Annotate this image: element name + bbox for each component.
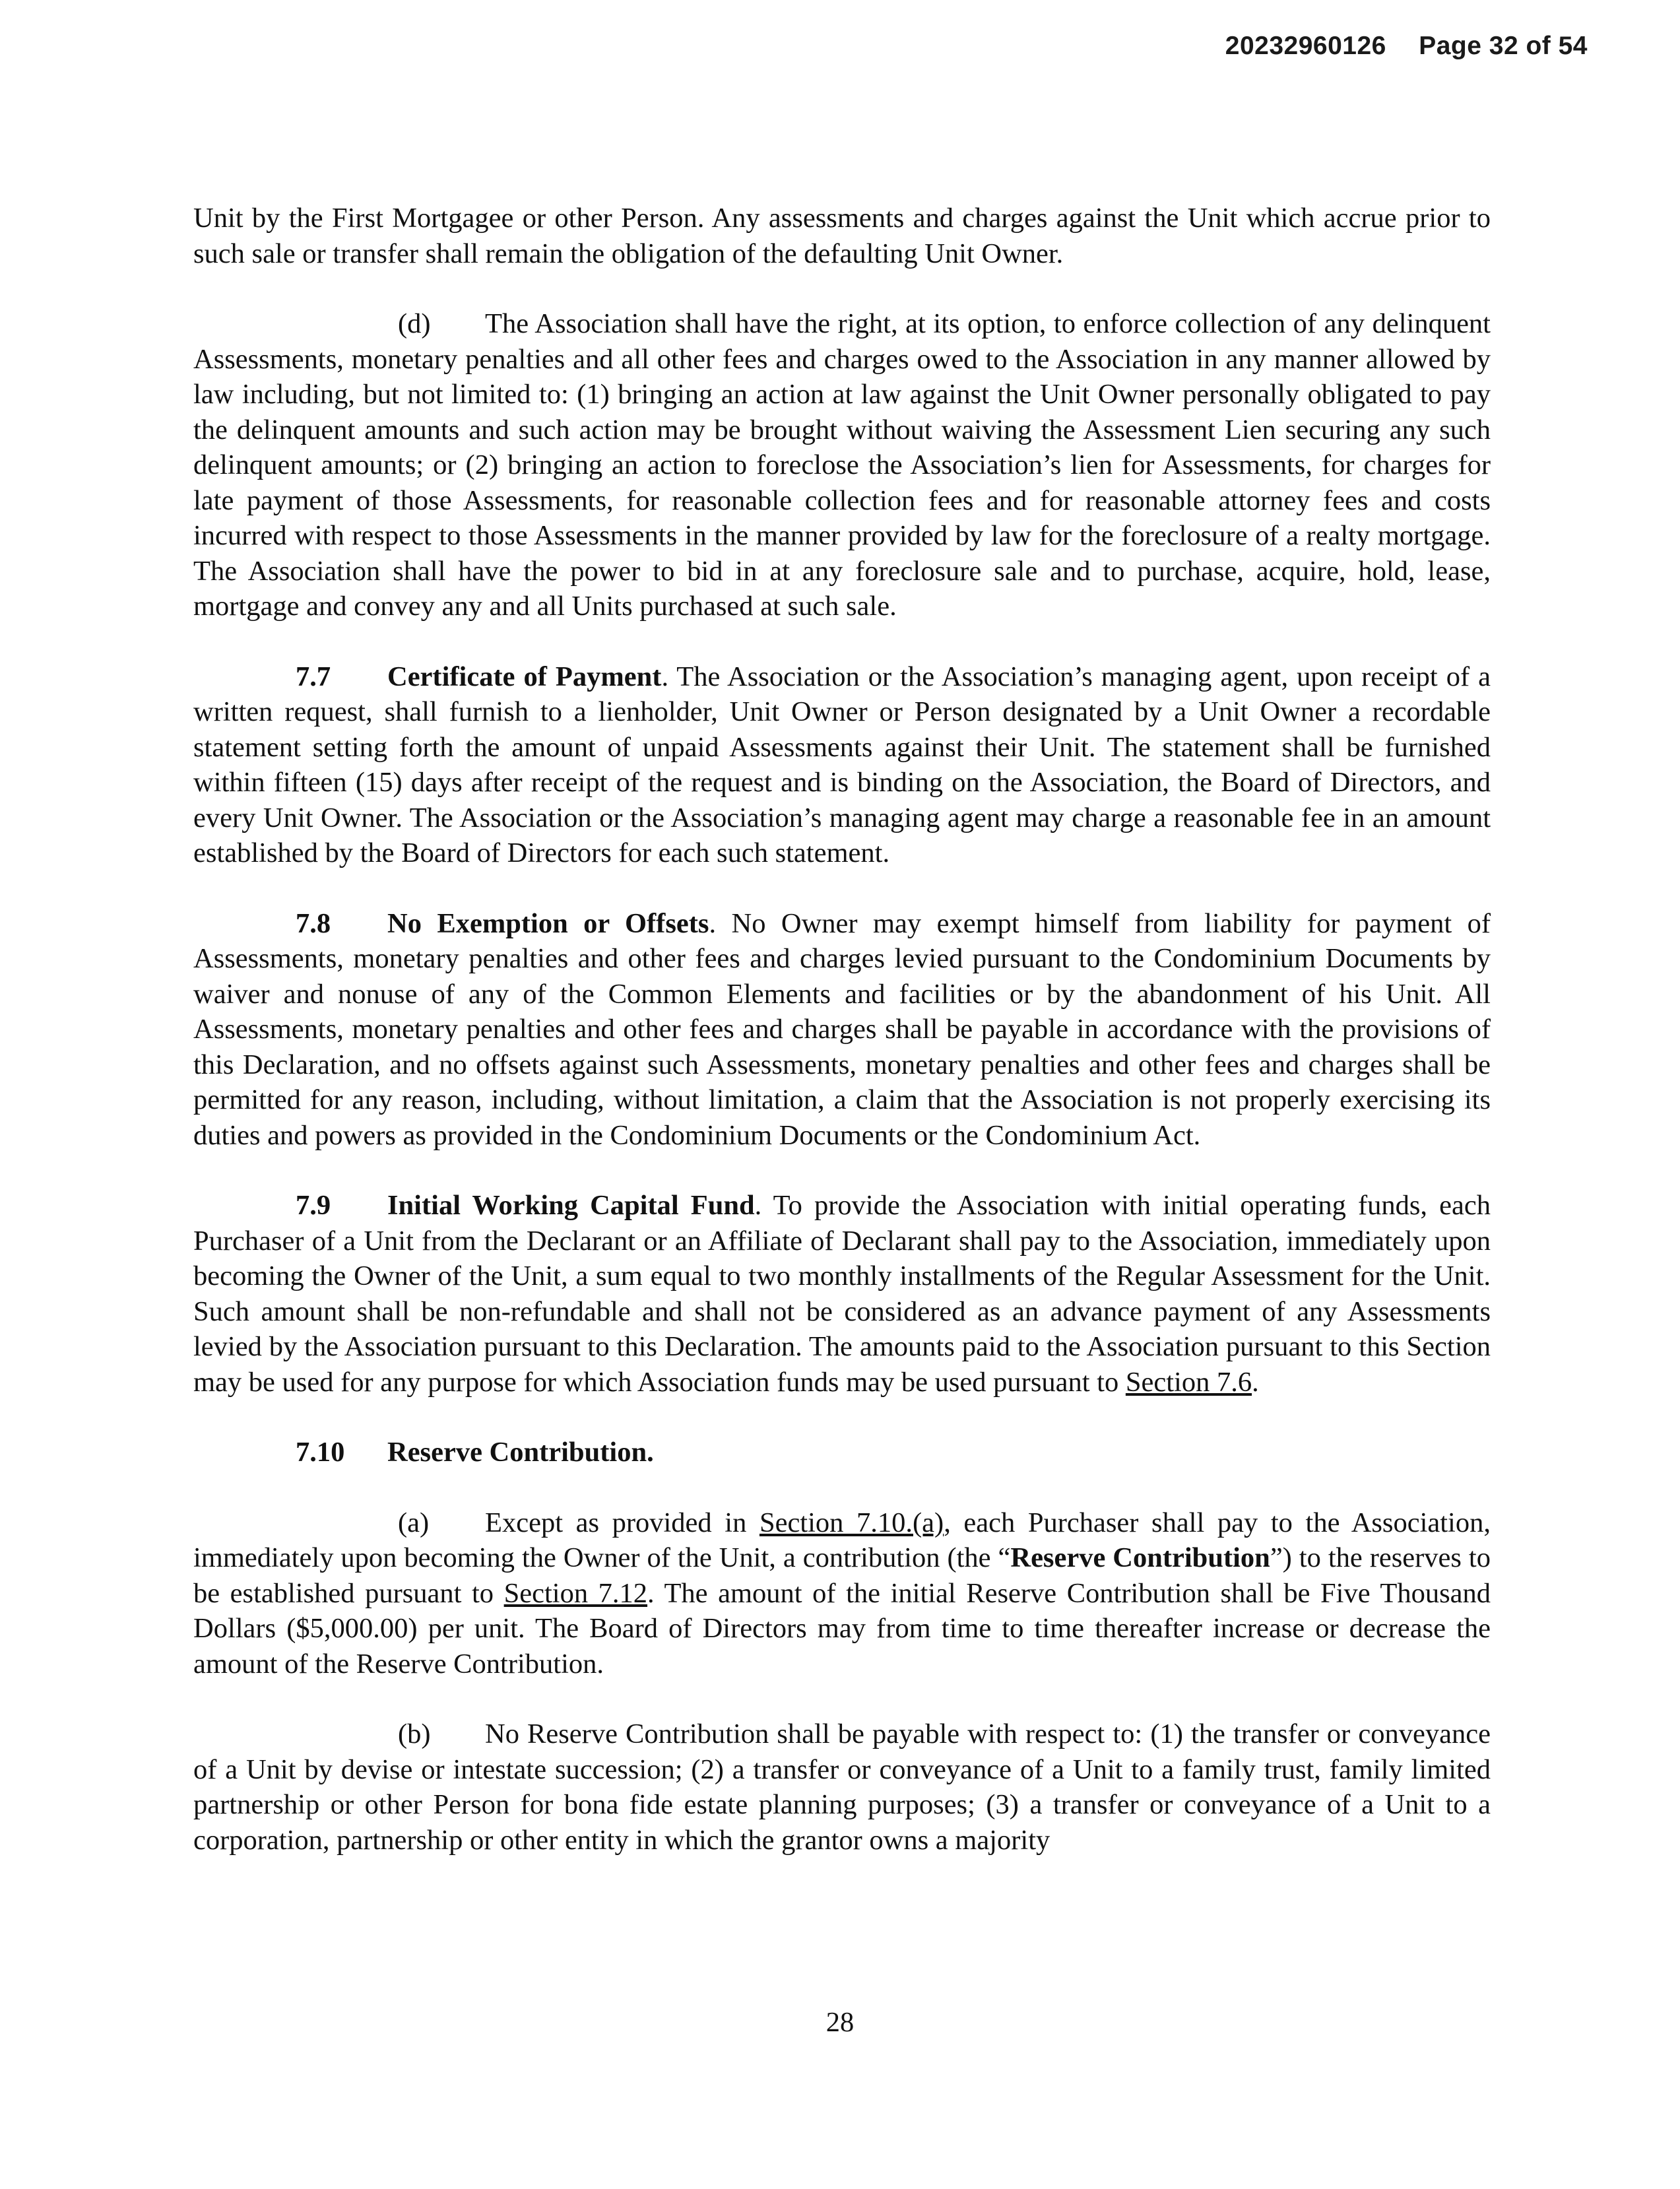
subsection-a: [193, 1505, 1491, 1682]
section-number: 7.8: [296, 907, 331, 939]
section-title: No Exemption or Offsets: [387, 907, 709, 939]
subsection-label: (d): [398, 308, 431, 339]
section-text-end: .: [1252, 1366, 1259, 1398]
defined-term: Reserve Contribution: [1010, 1542, 1270, 1573]
subsection-text: The Association shall have the right, at its option, to enforce collection of any delinquent Assessments, monetary penalties and all other fees and charges owed to the Association in any manner allowed by law including, but not limited to: (1) bringing an action at law against the Unit Owner personally obligated to pay the delinquent amounts and such action may be brought without waiving the Assessment Lien securing any such delinquent amounts; or (2) bringing an action to foreclose the Association’s lien for Assessments, for charges for late payment of those Assessments, for reasonable collection fees and for reasonable attorney fees and costs incurred with respect to those Assessments in the manner provided by law for the foreclosure of a realty mortgage. The Association shall have the power to bid in at any foreclosure sale and to purchase, acquire, hold, lease, mortgage and convey any and all Units purchased at such sale.: [193, 308, 1491, 622]
section-7-10-heading: [193, 1435, 1491, 1470]
section-title: Initial Working Capital Fund: [387, 1190, 755, 1221]
section-reference: Section 7.10.(a): [759, 1507, 944, 1538]
section-7-7: [193, 659, 1491, 871]
section-number: 7.7: [296, 661, 331, 692]
section-text: . The Association or the Association’s managing agent, upon receipt of a written request, shall furnish to a lienholder, Unit Owner or Person designated by a Unit Owner a recordable statement setting forth the amount of unpaid Assessments against their Unit. The statement shall be furnished within fifteen (15) days after receipt of the request and is binding on the Association, the Board of Directors, and every Unit Owner. The Association or the Association’s managing agent may charge a reasonable fee in an amount established by the Board of Directors for each such statement.: [193, 661, 1491, 868]
section-number: 7.9: [296, 1190, 331, 1221]
subsection-text: , each Purchaser shall pay to the Association, immediately upon becoming the Owner of the Unit, a contribution (the “: [193, 1507, 1491, 1573]
subsection-text: ”) to the reserves to be established pursuant to: [193, 1542, 1491, 1609]
subsection-label: (a): [398, 1507, 430, 1538]
section-title: Reserve Contribution.: [387, 1437, 654, 1468]
section-text: . No Owner may exempt himself from liability for payment of Assessments, monetary penalties and other fees and charges levied pursuant to the Condominium Documents by waiver and nonuse of any of the Common Elements and facilities or by the abandonment of his Unit. All Assessments, monetary penalties and other fees and charges shall be payable in accordance with the provisions of this Declaration, and no offsets against such Assessments, monetary penalties and other fees and charges shall be permitted for any reason, including, without limitation, a claim that the Association is not properly exercising its duties and powers as provided in the Condominium Documents or the Condominium Act.: [193, 907, 1491, 1151]
paragraph-continuation: Unit by the First Mortgagee or other Person. Any assessments and charges against the Unit which accrue prior to such sale or transfer shall remain the obligation of the defaulting Unit Owner.: [193, 203, 1491, 269]
section-7-8: [193, 906, 1491, 1154]
subsection-text: No Reserve Contribution shall be payable with respect to: (1) the transfer or conveyance of a Unit by devise or intestate succession; (2) a transfer or conveyance of a Unit to a family trust, family limited partnership or other Person for bona fide estate planning purposes; (3) a transfer or conveyance of a Unit to a corporation, partnership or other entity in which the grantor owns a majority: [193, 1718, 1491, 1856]
page-header: [1225, 32, 1588, 61]
document-body: [193, 201, 1491, 1893]
section-reference: Section 7.12: [503, 1577, 648, 1609]
page-number: 28: [825, 2007, 855, 2038]
section-reference: Section 7.6: [1125, 1366, 1252, 1398]
subsection-text: Except as provided in: [485, 1507, 759, 1538]
section-number: 7.10: [296, 1437, 345, 1468]
subsection-b: [193, 1716, 1491, 1858]
section-text: . To provide the Association with initial operating funds, each Purchaser of a Unit from the Declarant or an Affiliate of Declarant shall pay to the Association, immediately upon becoming the Owner of the Unit, a sum equal to two monthly installments of the Regular Assessment for the Unit. Such amount shall be non-refundable and shall not be considered as an advance payment of any Assessments levied by the Association pursuant to this Declaration. The amounts paid to the Association pursuant to this Section may be used for any purpose for which Association funds may be used pursuant to: [193, 1190, 1491, 1398]
section-7-9: [193, 1188, 1491, 1400]
subsection-text: . The amount of the initial Reserve Contribution shall be Five Thousand Dollars ($5,000.00) per unit. The Board of Directors may from time to time thereafter increase or decrease the amount of the Reserve Contribution.: [193, 1577, 1491, 1680]
subsection-label: (b): [398, 1718, 431, 1749]
page-label: Page 32 of 54: [1419, 32, 1588, 60]
subsection-d: [193, 306, 1491, 624]
document-number: 20232960126: [1225, 32, 1386, 60]
section-title: Certificate of Payment: [387, 661, 662, 692]
